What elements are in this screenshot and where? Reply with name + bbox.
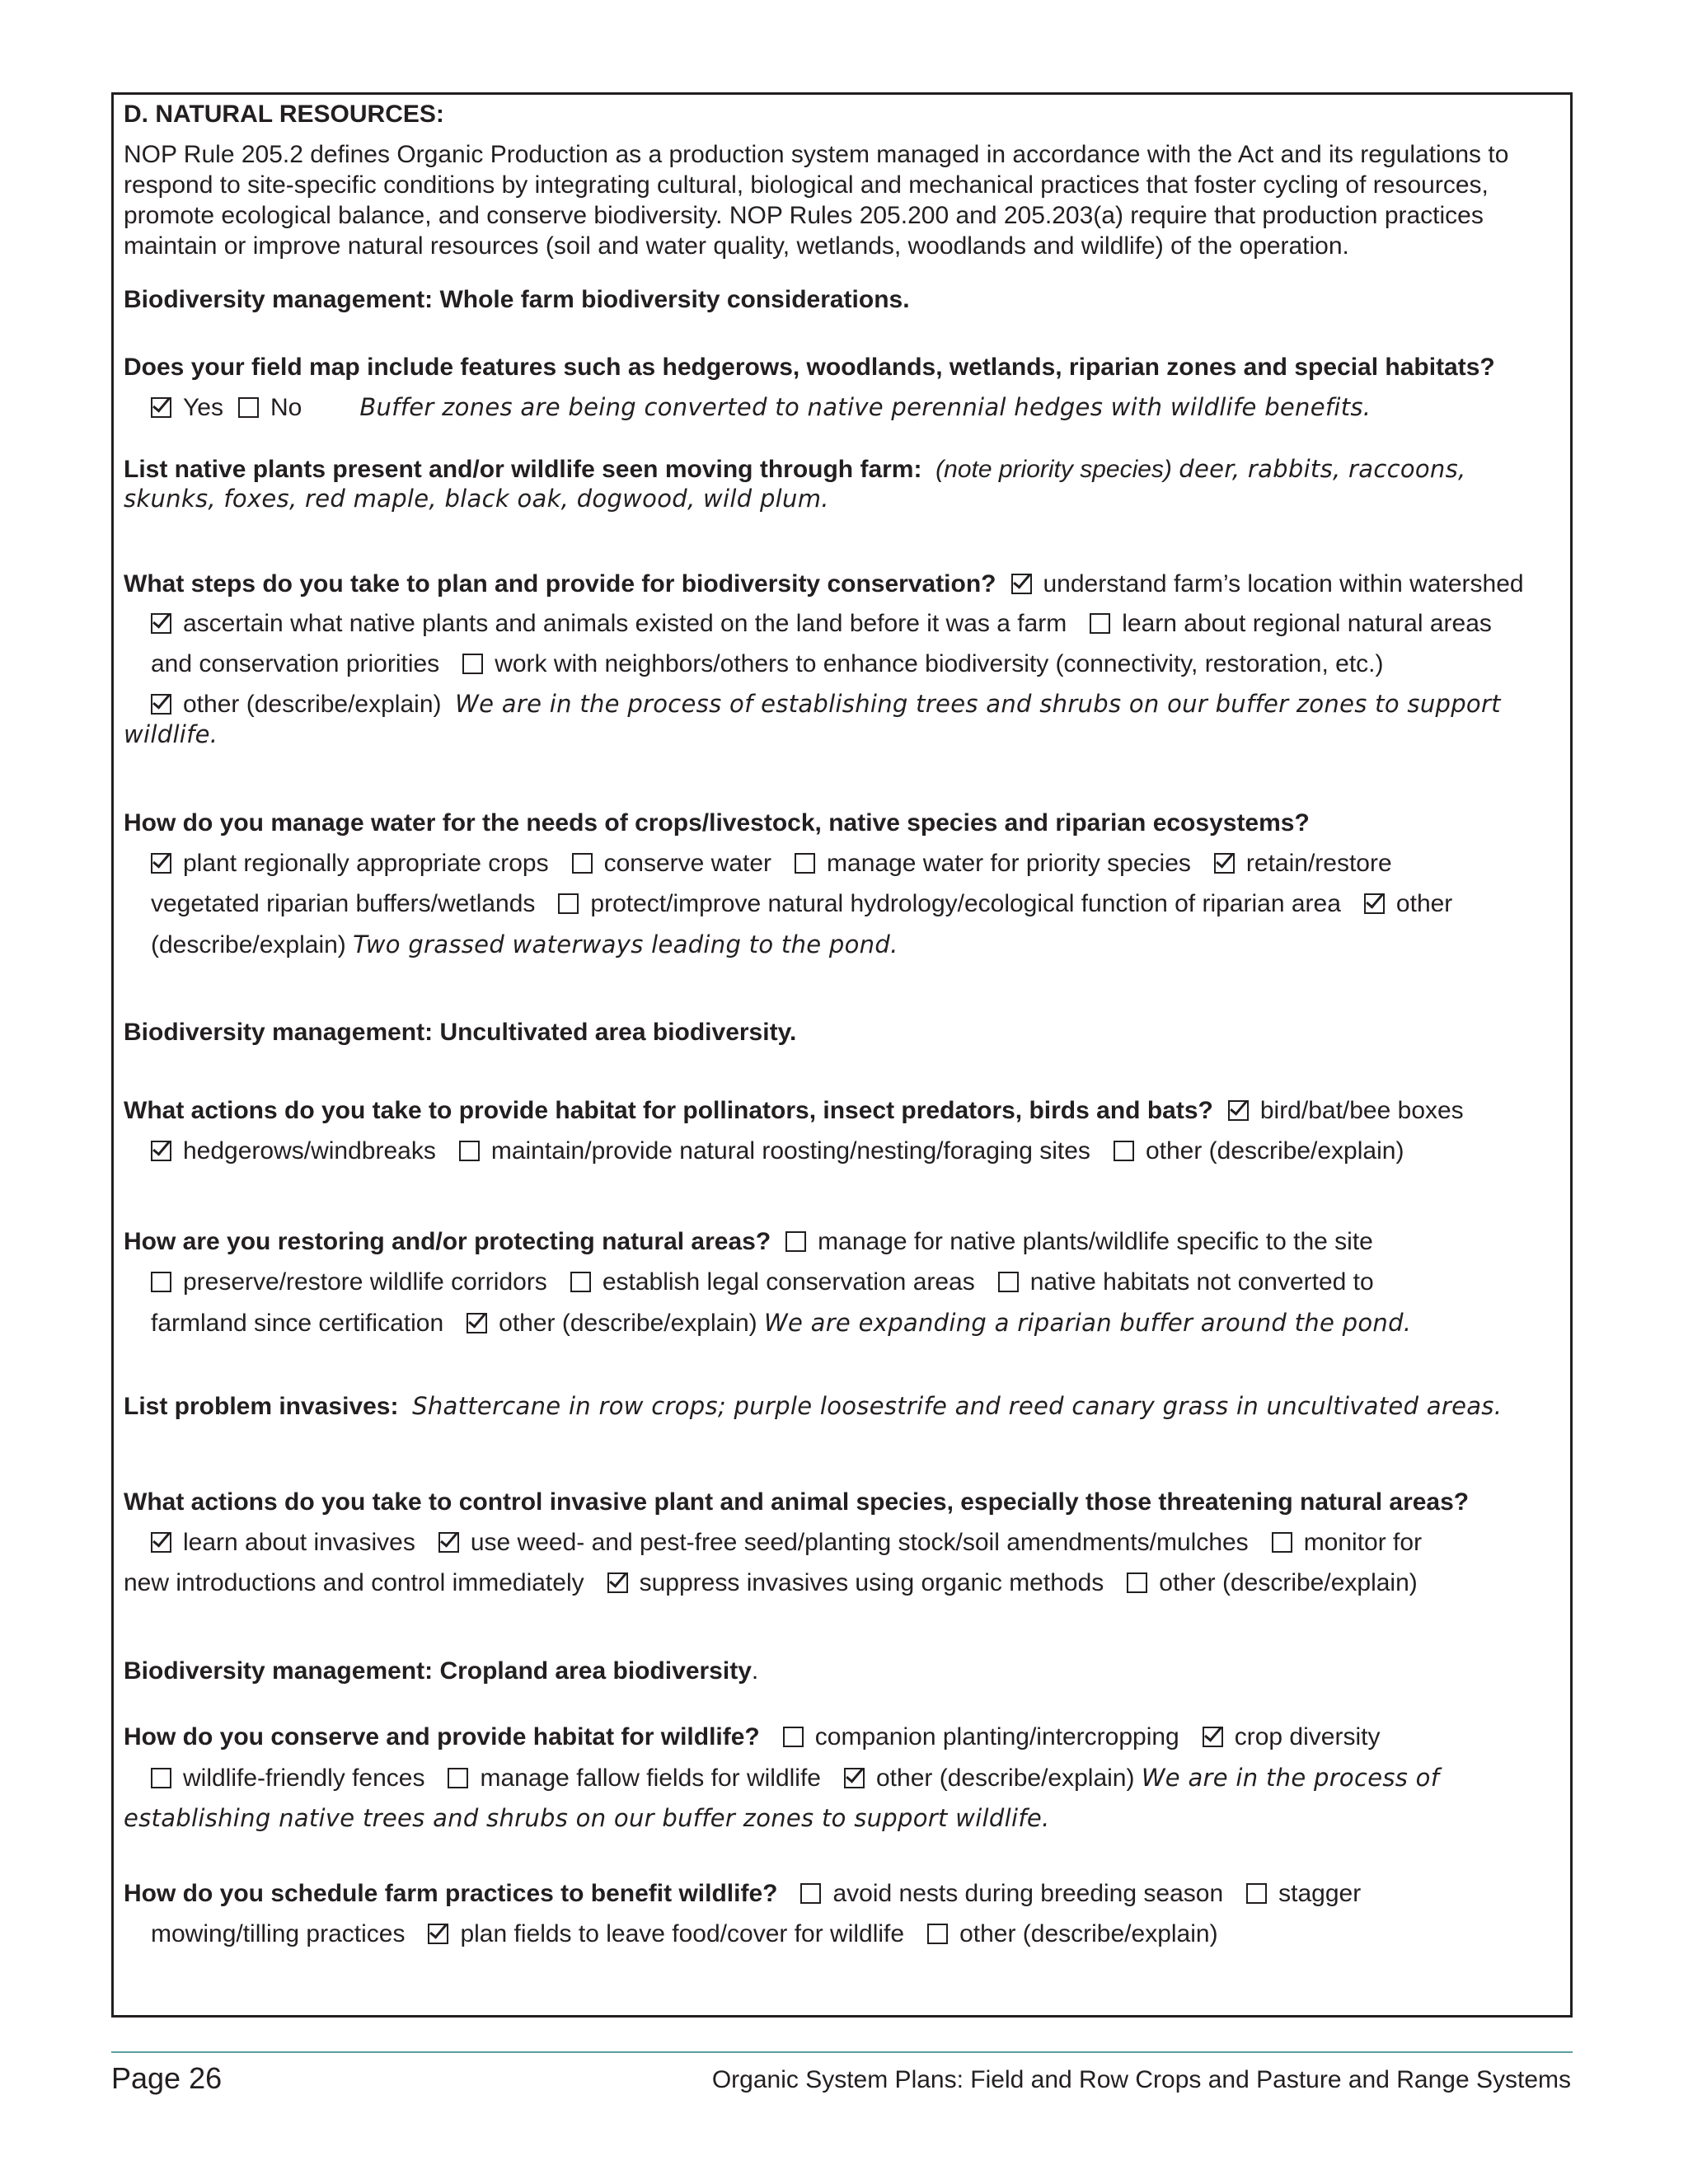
checkbox-hedgerows[interactable] <box>151 1141 171 1161</box>
checkbox-roosting[interactable] <box>459 1141 480 1161</box>
option-crop-diversity: crop diversity <box>1234 1723 1381 1750</box>
option-hydrology: protect/improve natural hydrology/ecological function of riparian area <box>590 890 1341 917</box>
natural-areas-answer[interactable]: We are expanding a riparian buffer around the pond. <box>764 1309 1412 1337</box>
natural-areas-other-row <box>151 1306 1411 1340</box>
heading-cropland-period: . <box>751 1657 759 1685</box>
checkbox-crop-diversity[interactable] <box>1203 1727 1223 1747</box>
checkbox-pest-free-seed[interactable] <box>438 1532 459 1553</box>
water-other-row <box>151 928 898 962</box>
field-map-answer[interactable]: Buffer zones are being converted to native perennial hedges with wildlife benefits. <box>359 393 1372 421</box>
plan-steps-other-row <box>151 687 1501 721</box>
field-map-options <box>151 391 1371 424</box>
plan-steps-options-row <box>151 607 1492 640</box>
option-plan-fields: plan fields to leave food/cover for wildlife <box>460 1920 905 1947</box>
invasives-list-line <box>124 1390 1502 1423</box>
checkbox-suppress[interactable] <box>607 1572 628 1593</box>
checkbox-fences[interactable] <box>151 1768 171 1788</box>
question-native-plants: List native plants present and/or wildlife seen moving through farm: <box>124 456 922 483</box>
cropland-habitat-options-row <box>151 1761 1439 1795</box>
option-pest-free-seed: use weed- and pest-free seed/planting stock/soil amendments/mulches <box>470 1529 1249 1556</box>
plan-steps-answer-cont[interactable]: wildlife. <box>124 720 218 748</box>
heading-whole-farm: Biodiversity management: Whole farm biodiversity considerations. <box>124 286 910 313</box>
option-conserve-water: conserve water <box>603 850 772 877</box>
option-retain-restore-cont: vegetated riparian buffers/wetlands <box>151 890 536 917</box>
footer-rule <box>111 2051 1573 2053</box>
option-neighbors: work with neighbors/others to enhance biodiversity (connectivity, restoration, etc.) <box>495 650 1384 677</box>
option-roosting: maintain/provide natural roosting/nesting/foraging sites <box>490 1137 1090 1165</box>
natural-areas-options-row <box>151 1266 1374 1299</box>
option-monitor: monitor for <box>1303 1529 1423 1556</box>
checkbox-monitor[interactable] <box>1272 1532 1292 1553</box>
plan-steps-answer[interactable]: We are in the process of establishing trees and shrubs on our buffer zones to support <box>455 690 1501 718</box>
checkbox-legal-areas[interactable] <box>570 1272 591 1292</box>
option-stagger-cont: mowing/tilling practices <box>151 1920 406 1947</box>
checkbox-neighbors[interactable] <box>462 654 483 674</box>
cropland-habitat-answer-cont[interactable]: establishing native trees and shrubs on our buffer zones to support wildlife. <box>124 1804 1050 1832</box>
schedule-line <box>124 1877 1361 1910</box>
option-native-existed: ascertain what native plants and animals existed on the land before it was a farm <box>183 610 1067 637</box>
option-plan-other: other (describe/explain) <box>183 691 442 718</box>
page-number: Page 26 <box>111 2061 223 2095</box>
checkbox-water-other[interactable] <box>1364 893 1385 914</box>
intro-line: respond to site-specific conditions by integrating cultural, biological and mechanical practices that foster cycling of resources, <box>124 171 1489 199</box>
invasives-answer[interactable]: Shattercane in row crops; purple loosestrife and reed canary grass in uncultivated areas. <box>412 1392 1503 1420</box>
question-plan-steps: What steps do you take to plan and provide for biodiversity conservation? <box>124 570 996 598</box>
section-title: D. NATURAL RESOURCES: <box>124 101 444 128</box>
checkbox-native-habitats[interactable] <box>998 1272 1019 1292</box>
checkbox-learn-invasives[interactable] <box>151 1532 171 1553</box>
option-priority-species: manage water for priority species <box>827 850 1191 877</box>
option-invasive-other: other (describe/explain) <box>1159 1569 1418 1596</box>
option-manage-native: manage for native plants/wildlife specific to the site <box>818 1228 1373 1255</box>
heading-cropland-text: Biodiversity management: Cropland area biodiversity <box>124 1657 752 1685</box>
checkbox-corridors[interactable] <box>151 1272 171 1292</box>
invasive-options-row <box>124 1567 1418 1600</box>
checkbox-hydrology[interactable] <box>558 893 579 914</box>
question-water: How do you manage water for the needs of crops/livestock, native species and riparian ecosystems? <box>124 809 1310 837</box>
option-native-habitats-cont: farmland since certification <box>151 1310 444 1337</box>
intro-line: maintain or improve natural resources (soil and water quality, wetlands, woodlands and wildlife) of the operation. <box>124 232 1349 260</box>
checkbox-retain-restore[interactable] <box>1214 853 1235 874</box>
plan-steps-line <box>124 568 1524 601</box>
heading-cropland <box>124 1655 758 1688</box>
option-stagger: stagger <box>1278 1880 1362 1907</box>
schedule-options-row <box>151 1918 1218 1951</box>
water-options-row <box>151 888 1452 921</box>
option-watershed: understand farm’s location within watershed <box>1043 570 1524 598</box>
native-plants-note: (note priority species) <box>935 456 1172 483</box>
option-regional-areas-cont: and conservation priorities <box>151 650 440 677</box>
checkbox-regional-crops[interactable] <box>151 853 171 874</box>
question-field-map: Does your field map include features such as hedgerows, woodlands, wetlands, riparian zones and special habitats? <box>124 354 1495 381</box>
footer-title: Organic System Plans: Field and Row Crops and Pasture and Range Systems <box>711 2066 1571 2093</box>
option-avoid-nests: avoid nests during breeding season <box>832 1880 1224 1907</box>
cropland-habitat-answer[interactable]: We are in the process of <box>1141 1764 1440 1792</box>
option-water-other-cont: (describe/explain) <box>151 931 346 958</box>
option-natural-other: other (describe/explain) <box>499 1310 757 1337</box>
checkbox-plan-other[interactable] <box>151 694 171 715</box>
question-natural-areas: How are you restoring and/or protecting natural areas? <box>124 1228 771 1255</box>
checkbox-priority-species[interactable] <box>795 853 815 874</box>
heading-uncultivated: Biodiversity management: Uncultivated area biodiversity. <box>124 1019 797 1046</box>
checkbox-companion[interactable] <box>783 1727 804 1747</box>
yes-label: Yes <box>183 394 223 421</box>
invasive-options-row <box>151 1526 1422 1559</box>
option-habitat-other: other (describe/explain) <box>1145 1137 1404 1165</box>
option-native-habitats: native habitats not converted to <box>1029 1268 1374 1296</box>
option-corridors: preserve/restore wildlife corridors <box>183 1268 547 1296</box>
checkbox-regional-areas[interactable] <box>1090 613 1110 634</box>
invasives-label: List problem invasives: <box>124 1393 399 1420</box>
option-legal-areas: establish legal conservation areas <box>602 1268 975 1296</box>
checkbox-invasive-other[interactable] <box>1127 1572 1147 1593</box>
intro-line: promote ecological balance, and conserve biodiversity. NOP Rules 205.200 and 205.203(a) require that production practices <box>124 202 1484 229</box>
native-plants-answer[interactable]: deer, rabbits, raccoons, <box>1179 455 1466 483</box>
option-fallow: manage fallow fields for wildlife <box>480 1765 821 1792</box>
option-boxes: bird/bat/bee boxes <box>1259 1097 1464 1124</box>
question-habitat: What actions do you take to provide habitat for pollinators, insect predators, birds and bats? <box>124 1097 1213 1124</box>
checkbox-stagger[interactable] <box>1246 1883 1267 1904</box>
option-hedgerows: hedgerows/windbreaks <box>183 1137 436 1165</box>
cropland-habitat-line <box>124 1721 1380 1754</box>
option-regional-areas: learn about regional natural areas <box>1122 610 1492 637</box>
habitat-options-row <box>151 1135 1404 1168</box>
checkbox-avoid-nests[interactable] <box>800 1883 821 1904</box>
option-water-other: other <box>1395 890 1453 917</box>
option-schedule-other: other (describe/explain) <box>959 1920 1218 1947</box>
checkbox-schedule-other[interactable] <box>927 1924 948 1944</box>
checkbox-boxes[interactable] <box>1228 1100 1249 1121</box>
plan-steps-options-row <box>151 648 1383 681</box>
option-cropland-other: other (describe/explain) <box>875 1765 1135 1792</box>
checkbox-natural-other[interactable] <box>467 1313 487 1333</box>
option-suppress: suppress invasives using organic methods <box>639 1569 1104 1596</box>
no-label: No <box>270 394 302 421</box>
question-invasive-control: What actions do you take to control invasive plant and animal species, especially those threatening natural areas? <box>124 1488 1470 1516</box>
native-plants-line <box>124 452 1466 486</box>
checkbox-cropland-other[interactable] <box>844 1768 865 1788</box>
option-retain-restore: retain/restore <box>1245 850 1392 877</box>
water-options-row <box>151 847 1392 880</box>
checkbox-fallow[interactable] <box>448 1768 468 1788</box>
question-cropland-habitat: How do you conserve and provide habitat for wildlife? <box>124 1723 760 1750</box>
checkbox-manage-native[interactable] <box>785 1231 806 1252</box>
option-regional-crops: plant regionally appropriate crops <box>183 850 549 877</box>
intro-line: NOP Rule 205.2 defines Organic Production as a production system managed in accordance with the Act and its regulations to <box>124 141 1509 168</box>
checkbox-plan-fields[interactable] <box>428 1924 448 1944</box>
checkbox-yes[interactable] <box>151 397 171 418</box>
option-companion: companion planting/intercropping <box>814 1723 1179 1750</box>
option-learn-invasives: learn about invasives <box>183 1529 415 1556</box>
checkbox-habitat-other[interactable] <box>1114 1141 1134 1161</box>
water-answer[interactable]: Two grassed waterways leading to the pond. <box>353 930 898 958</box>
checkbox-watershed[interactable] <box>1011 574 1032 594</box>
natural-areas-line <box>124 1226 1373 1258</box>
option-monitor-cont: new introductions and control immediately <box>124 1569 584 1596</box>
native-plants-answer-cont[interactable]: skunks, foxes, red maple, black oak, dogwood, wild plum. <box>124 485 829 513</box>
question-schedule: How do you schedule farm practices to benefit wildlife? <box>124 1880 778 1907</box>
habitat-line <box>124 1094 1464 1127</box>
checkbox-conserve-water[interactable] <box>572 853 593 874</box>
option-fences: wildlife-friendly fences <box>183 1765 425 1792</box>
checkbox-native-existed[interactable] <box>151 613 171 634</box>
checkbox-no[interactable] <box>238 397 259 418</box>
